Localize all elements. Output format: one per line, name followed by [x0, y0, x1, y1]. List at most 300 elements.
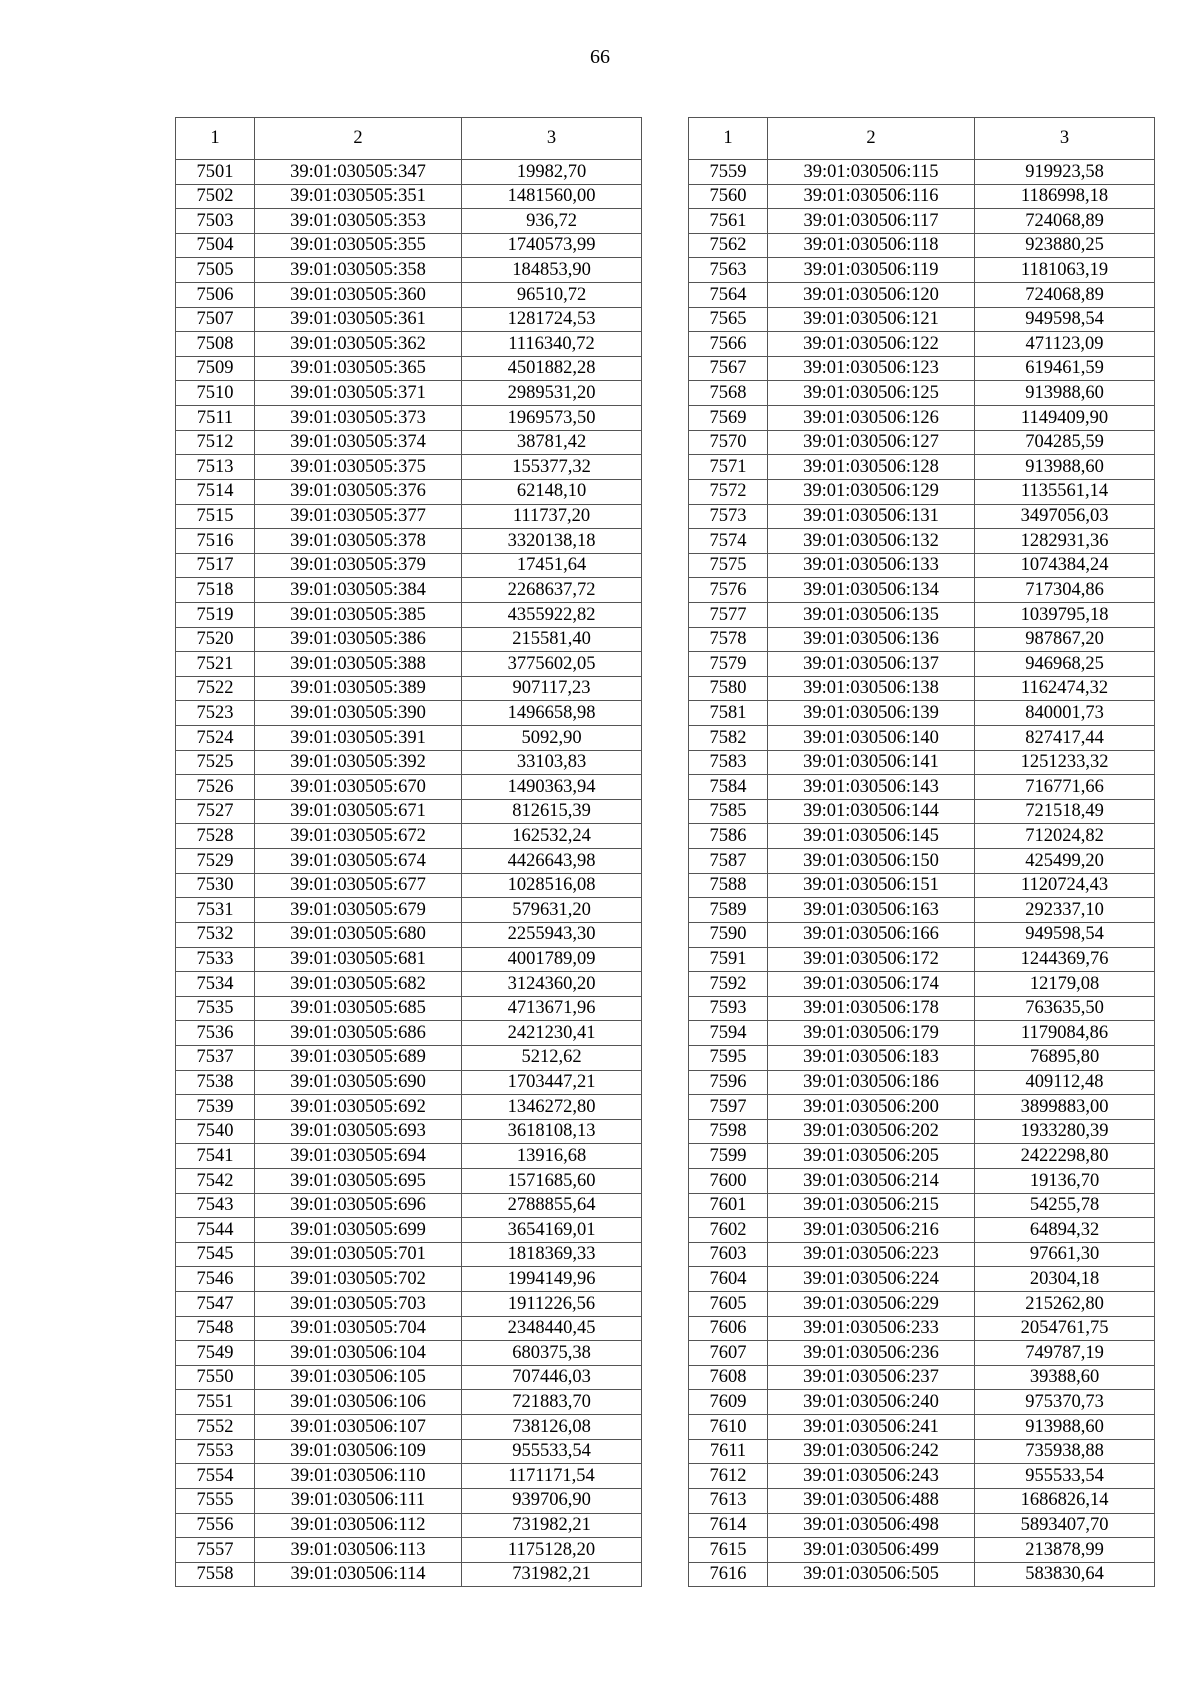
cadastral-number: 39:01:030506:107 [255, 1415, 462, 1440]
value: 1175128,20 [462, 1538, 642, 1563]
value: 1571685,60 [462, 1168, 642, 1193]
value: 2421230,41 [462, 1021, 642, 1046]
table-row [176, 356, 642, 381]
table-row [176, 1562, 642, 1587]
value: 2255943,30 [462, 922, 642, 947]
value: 1481560,00 [462, 184, 642, 209]
value: 717304,86 [975, 578, 1155, 603]
row-number: 7537 [176, 1045, 255, 1070]
value: 724068,89 [975, 283, 1155, 308]
table-row [176, 676, 642, 701]
row-number: 7517 [176, 553, 255, 578]
value: 2268637,72 [462, 578, 642, 603]
table-body-right [689, 160, 1155, 1587]
table-row [176, 824, 642, 849]
value: 923880,25 [975, 233, 1155, 258]
row-number: 7592 [689, 972, 768, 997]
value: 4355922,82 [462, 602, 642, 627]
cadastral-number: 39:01:030505:385 [255, 602, 462, 627]
column-header-value: 3 [975, 118, 1155, 160]
row-number: 7502 [176, 184, 255, 209]
value: 1490363,94 [462, 775, 642, 800]
table-row [689, 1365, 1155, 1390]
row-number: 7614 [689, 1513, 768, 1538]
row-number: 7604 [689, 1267, 768, 1292]
table-row [176, 1242, 642, 1267]
cadastral-number: 39:01:030506:166 [768, 922, 975, 947]
table-row [689, 430, 1155, 455]
table-row [689, 1193, 1155, 1218]
value: 1181063,19 [975, 258, 1155, 283]
cadastral-number: 39:01:030506:141 [768, 750, 975, 775]
cadastral-number: 39:01:030506:121 [768, 307, 975, 332]
row-number: 7505 [176, 258, 255, 283]
row-number: 7563 [689, 258, 768, 283]
row-number: 7512 [176, 430, 255, 455]
table-row [689, 652, 1155, 677]
row-number: 7591 [689, 947, 768, 972]
value: 1039795,18 [975, 602, 1155, 627]
cadastral-number: 39:01:030506:128 [768, 455, 975, 480]
value: 184853,90 [462, 258, 642, 283]
table-row [689, 578, 1155, 603]
cadastral-number: 39:01:030506:224 [768, 1267, 975, 1292]
cadastral-number: 39:01:030505:674 [255, 849, 462, 874]
cadastral-number: 39:01:030505:384 [255, 578, 462, 603]
row-number: 7596 [689, 1070, 768, 1095]
table-row [689, 775, 1155, 800]
table-row [689, 1390, 1155, 1415]
row-number: 7602 [689, 1218, 768, 1243]
value: 3618108,13 [462, 1119, 642, 1144]
table-row [176, 1218, 642, 1243]
value: 1074384,24 [975, 553, 1155, 578]
row-number: 7586 [689, 824, 768, 849]
table-row [176, 750, 642, 775]
row-number: 7605 [689, 1292, 768, 1317]
table-row [689, 898, 1155, 923]
cadastral-number: 39:01:030505:671 [255, 799, 462, 824]
cadastral-number: 39:01:030506:144 [768, 799, 975, 824]
table-row [689, 455, 1155, 480]
value: 1818369,33 [462, 1242, 642, 1267]
value: 213878,99 [975, 1538, 1155, 1563]
cadastral-number: 39:01:030506:216 [768, 1218, 975, 1243]
row-number: 7599 [689, 1144, 768, 1169]
value: 619461,59 [975, 356, 1155, 381]
value: 3497056,03 [975, 504, 1155, 529]
table-row [689, 356, 1155, 381]
table-row [176, 1292, 642, 1317]
table-row [176, 1168, 642, 1193]
table-row [689, 1070, 1155, 1095]
cadastral-number: 39:01:030505:677 [255, 873, 462, 898]
row-number: 7535 [176, 996, 255, 1021]
cadastral-number: 39:01:030506:178 [768, 996, 975, 1021]
table-row [176, 726, 642, 751]
table-row [689, 1242, 1155, 1267]
table-row [689, 1341, 1155, 1366]
cadastral-number: 39:01:030505:696 [255, 1193, 462, 1218]
value: 735938,88 [975, 1439, 1155, 1464]
cadastral-number: 39:01:030505:347 [255, 160, 462, 185]
row-number: 7548 [176, 1316, 255, 1341]
value: 1251233,32 [975, 750, 1155, 775]
table-row [689, 676, 1155, 701]
value: 936,72 [462, 209, 642, 234]
table-row [176, 701, 642, 726]
column-header-cadastral: 2 [768, 118, 975, 160]
cadastral-number: 39:01:030506:499 [768, 1538, 975, 1563]
cadastral-number: 39:01:030506:111 [255, 1488, 462, 1513]
cadastral-number: 39:01:030505:701 [255, 1242, 462, 1267]
header-row [689, 118, 1155, 160]
value: 96510,72 [462, 283, 642, 308]
row-number: 7554 [176, 1464, 255, 1489]
table-row [176, 1365, 642, 1390]
row-number: 7510 [176, 381, 255, 406]
cadastral-number: 39:01:030505:351 [255, 184, 462, 209]
table-row [176, 1045, 642, 1070]
cadastral-number: 39:01:030506:172 [768, 947, 975, 972]
value: 680375,38 [462, 1341, 642, 1366]
cadastral-number: 39:01:030506:236 [768, 1341, 975, 1366]
table-row [176, 332, 642, 357]
table-row [689, 1021, 1155, 1046]
cadastral-number: 39:01:030505:685 [255, 996, 462, 1021]
cadastral-number: 39:01:030506:136 [768, 627, 975, 652]
row-number: 7516 [176, 529, 255, 554]
value: 955533,54 [462, 1439, 642, 1464]
cadastral-number: 39:01:030506:183 [768, 1045, 975, 1070]
table-body-left [176, 160, 642, 1587]
row-number: 7552 [176, 1415, 255, 1440]
row-number: 7576 [689, 578, 768, 603]
row-number: 7536 [176, 1021, 255, 1046]
table-row [689, 972, 1155, 997]
row-number: 7523 [176, 701, 255, 726]
value: 721518,49 [975, 799, 1155, 824]
page-number: 66 [590, 46, 610, 68]
table-row [689, 1464, 1155, 1489]
value: 76895,80 [975, 1045, 1155, 1070]
table-row [176, 1316, 642, 1341]
row-number: 7507 [176, 307, 255, 332]
cadastral-number: 39:01:030506:150 [768, 849, 975, 874]
column-header-cadastral: 2 [255, 118, 462, 160]
table-row [689, 209, 1155, 234]
value: 1703447,21 [462, 1070, 642, 1095]
value: 749787,19 [975, 1341, 1155, 1366]
row-number: 7578 [689, 627, 768, 652]
cadastral-number: 39:01:030506:105 [255, 1365, 462, 1390]
row-number: 7613 [689, 1488, 768, 1513]
column-header-number: 1 [176, 118, 255, 160]
table-row [176, 1488, 642, 1513]
table-row [176, 258, 642, 283]
table-row [176, 307, 642, 332]
value: 812615,39 [462, 799, 642, 824]
row-number: 7545 [176, 1242, 255, 1267]
row-number: 7501 [176, 160, 255, 185]
value: 3320138,18 [462, 529, 642, 554]
table-row [176, 602, 642, 627]
value: 33103,83 [462, 750, 642, 775]
row-number: 7539 [176, 1095, 255, 1120]
row-number: 7600 [689, 1168, 768, 1193]
row-number: 7543 [176, 1193, 255, 1218]
value: 1171171,54 [462, 1464, 642, 1489]
table-row [689, 1119, 1155, 1144]
row-number: 7607 [689, 1341, 768, 1366]
cadastral-number: 39:01:030506:126 [768, 406, 975, 431]
cadastral-number: 39:01:030505:375 [255, 455, 462, 480]
value: 215262,80 [975, 1292, 1155, 1317]
row-number: 7511 [176, 406, 255, 431]
value: 215581,40 [462, 627, 642, 652]
cadastral-number: 39:01:030506:119 [768, 258, 975, 283]
table-row [689, 1488, 1155, 1513]
cadastral-number: 39:01:030505:378 [255, 529, 462, 554]
row-number: 7582 [689, 726, 768, 751]
row-number: 7506 [176, 283, 255, 308]
value: 987867,20 [975, 627, 1155, 652]
cadastral-number: 39:01:030506:113 [255, 1538, 462, 1563]
table-row [176, 209, 642, 234]
row-number: 7612 [689, 1464, 768, 1489]
cadastral-number: 39:01:030505:679 [255, 898, 462, 923]
cadastral-number: 39:01:030505:361 [255, 307, 462, 332]
cadastral-number: 39:01:030505:702 [255, 1267, 462, 1292]
value: 409112,48 [975, 1070, 1155, 1095]
table-row [176, 479, 642, 504]
table-row [176, 1513, 642, 1538]
table-row [176, 1464, 642, 1489]
table-row [689, 947, 1155, 972]
cadastral-number: 39:01:030506:498 [768, 1513, 975, 1538]
table-row [176, 1119, 642, 1144]
cadastral-number: 39:01:030506:242 [768, 1439, 975, 1464]
value: 5092,90 [462, 726, 642, 751]
cadastral-number: 39:01:030505:365 [255, 356, 462, 381]
cadastral-number: 39:01:030505:699 [255, 1218, 462, 1243]
table-row [689, 1439, 1155, 1464]
cadastral-number: 39:01:030506:233 [768, 1316, 975, 1341]
value: 2422298,80 [975, 1144, 1155, 1169]
table-row [689, 1095, 1155, 1120]
value: 471123,09 [975, 332, 1155, 357]
table-row [176, 898, 642, 923]
table-row [689, 1168, 1155, 1193]
value: 1149409,90 [975, 406, 1155, 431]
row-number: 7594 [689, 1021, 768, 1046]
cadastral-number: 39:01:030506:118 [768, 233, 975, 258]
value: 17451,64 [462, 553, 642, 578]
row-number: 7525 [176, 750, 255, 775]
value: 955533,54 [975, 1464, 1155, 1489]
table-row [689, 504, 1155, 529]
row-number: 7610 [689, 1415, 768, 1440]
table-row [176, 947, 642, 972]
cadastral-number: 39:01:030506:505 [768, 1562, 975, 1587]
cadastral-number: 39:01:030506:202 [768, 1119, 975, 1144]
row-number: 7560 [689, 184, 768, 209]
value: 724068,89 [975, 209, 1155, 234]
value: 4713671,96 [462, 996, 642, 1021]
cadastral-number: 39:01:030505:703 [255, 1292, 462, 1317]
cadastral-number: 39:01:030506:205 [768, 1144, 975, 1169]
cadastral-number: 39:01:030505:689 [255, 1045, 462, 1070]
table-row [176, 1415, 642, 1440]
value: 19982,70 [462, 160, 642, 185]
cadastral-number: 39:01:030505:373 [255, 406, 462, 431]
row-number: 7553 [176, 1439, 255, 1464]
table-row [689, 1218, 1155, 1243]
table-row [689, 1415, 1155, 1440]
row-number: 7513 [176, 455, 255, 480]
table-row [689, 332, 1155, 357]
cadastral-number: 39:01:030506:135 [768, 602, 975, 627]
row-number: 7590 [689, 922, 768, 947]
row-number: 7528 [176, 824, 255, 849]
table-row [689, 1144, 1155, 1169]
row-number: 7569 [689, 406, 768, 431]
cadastral-number: 39:01:030506:109 [255, 1439, 462, 1464]
cadastral-number: 39:01:030506:134 [768, 578, 975, 603]
cadastral-number: 39:01:030506:114 [255, 1562, 462, 1587]
table-row [176, 233, 642, 258]
cadastral-number: 39:01:030506:137 [768, 652, 975, 677]
table-row [689, 922, 1155, 947]
row-number: 7541 [176, 1144, 255, 1169]
cadastral-number: 39:01:030505:672 [255, 824, 462, 849]
table-row [176, 1021, 642, 1046]
value: 4001789,09 [462, 947, 642, 972]
cadastral-number: 39:01:030506:139 [768, 701, 975, 726]
cadastral-number: 39:01:030506:106 [255, 1390, 462, 1415]
cadastral-number: 39:01:030506:237 [768, 1365, 975, 1390]
table-row [689, 1045, 1155, 1070]
table-row [689, 529, 1155, 554]
value: 946968,25 [975, 652, 1155, 677]
table-row [689, 553, 1155, 578]
cadastral-number: 39:01:030506:129 [768, 479, 975, 504]
cadastral-number: 39:01:030506:132 [768, 529, 975, 554]
value: 919923,58 [975, 160, 1155, 185]
value: 1933280,39 [975, 1119, 1155, 1144]
value: 949598,54 [975, 307, 1155, 332]
cadastral-number: 39:01:030505:391 [255, 726, 462, 751]
table-row [689, 283, 1155, 308]
table-row [176, 1439, 642, 1464]
row-number: 7524 [176, 726, 255, 751]
value: 2054761,75 [975, 1316, 1155, 1341]
cadastral-number: 39:01:030506:243 [768, 1464, 975, 1489]
row-number: 7551 [176, 1390, 255, 1415]
value: 19136,70 [975, 1168, 1155, 1193]
cadastral-number: 39:01:030506:214 [768, 1168, 975, 1193]
cadastral-number: 39:01:030506:116 [768, 184, 975, 209]
table-row [689, 701, 1155, 726]
value: 840001,73 [975, 701, 1155, 726]
row-number: 7533 [176, 947, 255, 972]
row-number: 7598 [689, 1119, 768, 1144]
table-row [176, 553, 642, 578]
table-row [176, 504, 642, 529]
cadastral-number: 39:01:030505:360 [255, 283, 462, 308]
cadastral-number: 39:01:030506:215 [768, 1193, 975, 1218]
row-number: 7559 [689, 160, 768, 185]
value: 3775602,05 [462, 652, 642, 677]
cadastral-number: 39:01:030506:240 [768, 1390, 975, 1415]
value: 4426643,98 [462, 849, 642, 874]
table-row [689, 1292, 1155, 1317]
row-number: 7575 [689, 553, 768, 578]
table-row [689, 750, 1155, 775]
value: 721883,70 [462, 1390, 642, 1415]
row-number: 7606 [689, 1316, 768, 1341]
table-row [689, 160, 1155, 185]
row-number: 7544 [176, 1218, 255, 1243]
table-row [176, 283, 642, 308]
value: 111737,20 [462, 504, 642, 529]
row-number: 7508 [176, 332, 255, 357]
cadastral-number: 39:01:030506:115 [768, 160, 975, 185]
cadastral-number: 39:01:030506:151 [768, 873, 975, 898]
value: 425499,20 [975, 849, 1155, 874]
value: 155377,32 [462, 455, 642, 480]
cadastral-number: 39:01:030506:127 [768, 430, 975, 455]
table-row [176, 922, 642, 947]
cadastral-number: 39:01:030505:704 [255, 1316, 462, 1341]
row-number: 7521 [176, 652, 255, 677]
table-row [176, 972, 642, 997]
row-number: 7581 [689, 701, 768, 726]
table-row [689, 1513, 1155, 1538]
cadastral-number: 39:01:030505:682 [255, 972, 462, 997]
cadastral-number: 39:01:030506:117 [768, 209, 975, 234]
table-row [176, 1095, 642, 1120]
row-number: 7519 [176, 602, 255, 627]
row-number: 7616 [689, 1562, 768, 1587]
cadastral-number: 39:01:030505:377 [255, 504, 462, 529]
table-row [176, 381, 642, 406]
table-row [689, 602, 1155, 627]
table-row [176, 1070, 642, 1095]
row-number: 7588 [689, 873, 768, 898]
registry-table-left [175, 117, 642, 1587]
row-number: 7583 [689, 750, 768, 775]
value: 1686826,14 [975, 1488, 1155, 1513]
cadastral-number: 39:01:030505:692 [255, 1095, 462, 1120]
value: 1994149,96 [462, 1267, 642, 1292]
cadastral-number: 39:01:030506:110 [255, 1464, 462, 1489]
cadastral-number: 39:01:030505:693 [255, 1119, 462, 1144]
table-row [689, 258, 1155, 283]
row-number: 7565 [689, 307, 768, 332]
row-number: 7549 [176, 1341, 255, 1366]
cadastral-number: 39:01:030506:131 [768, 504, 975, 529]
cadastral-number: 39:01:030506:174 [768, 972, 975, 997]
value: 1740573,99 [462, 233, 642, 258]
row-number: 7608 [689, 1365, 768, 1390]
row-number: 7580 [689, 676, 768, 701]
value: 64894,32 [975, 1218, 1155, 1243]
table-row [176, 430, 642, 455]
row-number: 7555 [176, 1488, 255, 1513]
cadastral-number: 39:01:030505:680 [255, 922, 462, 947]
row-number: 7514 [176, 479, 255, 504]
